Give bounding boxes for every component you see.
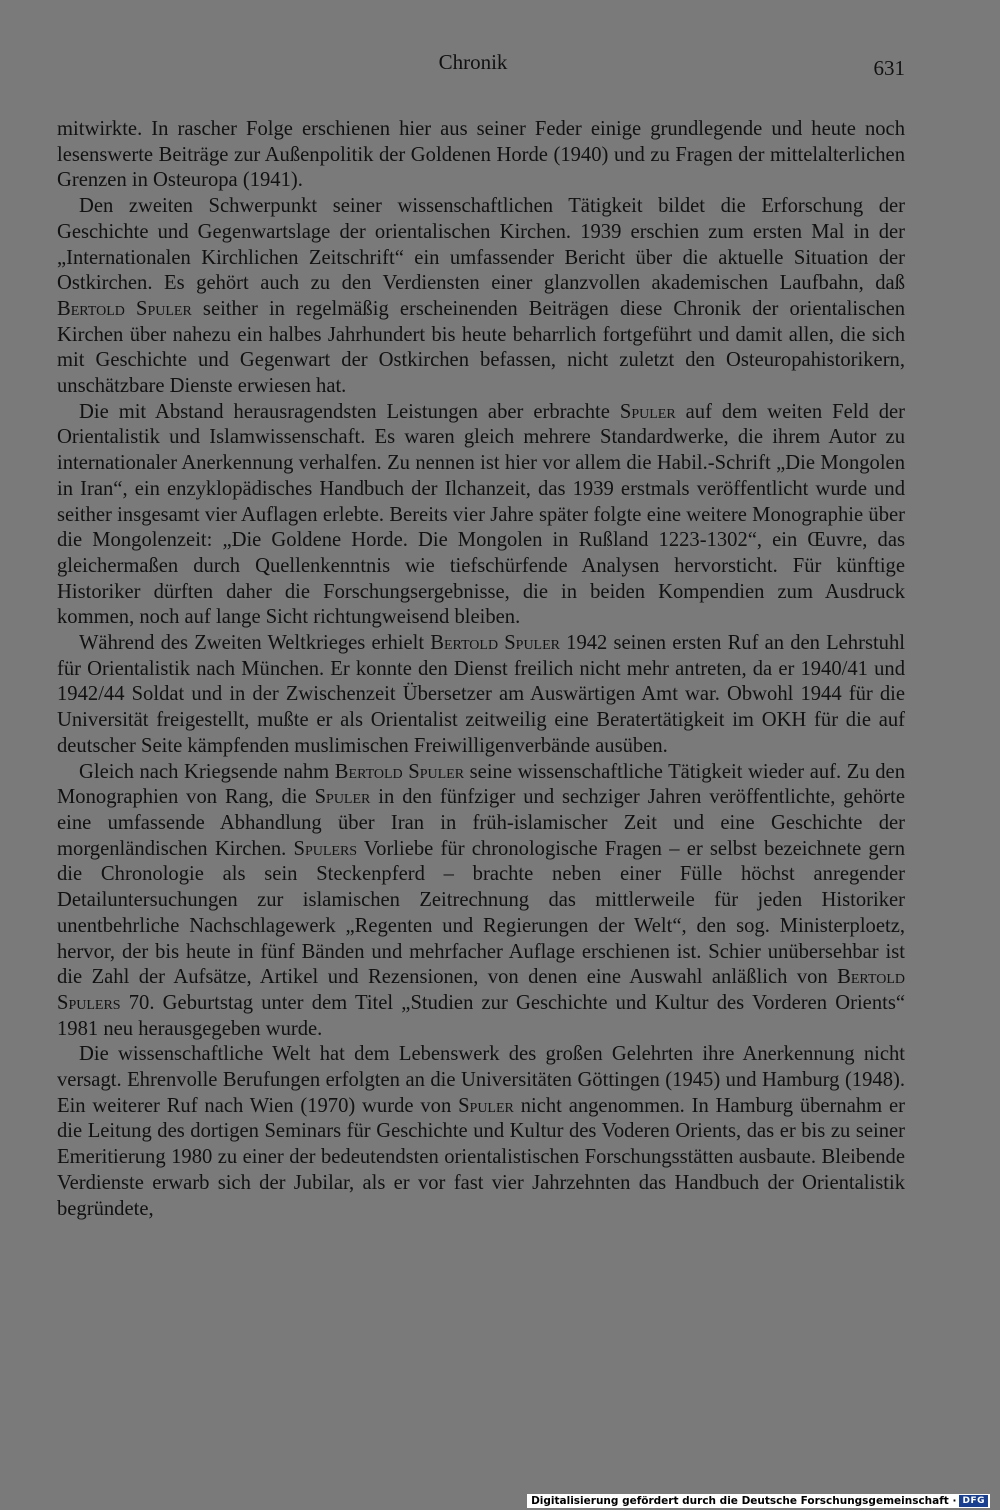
text-run: Gleich nach Kriegsende nahm	[79, 760, 335, 783]
person-name: Spuler	[619, 400, 676, 423]
text-run: 70. Geburtstag unter dem Titel „Studien zur Geschichte und Kultur des Vorderen Orients“ 1981 neu herausgegeben wurde.	[57, 991, 905, 1040]
person-name: Spuler	[458, 1094, 514, 1117]
running-title: Chronik	[438, 50, 508, 74]
text-run: 1942 seinen ersten Ruf an den Lehrstuhl für Orientalistik nach München. Er konnte den Dienst freilich nicht mehr antreten, da er 1940/41 und 1942/44 Soldat und in der Zwischenzeit Übersetzer am Auswärtigen Amt war. Obwohl 1944 für die Universität freigestellt, mußte er als Orientalist zeitweilig eine Beratertätigkeit im OKH für die auf deutscher Seite kämpfenden muslimischen Freiwilligenverbände ausüben.	[57, 632, 905, 757]
text-run: Den zweiten Schwerpunkt seiner wissenschaftlichen Tätigkeit bildet die Erforschung der Geschichte und Gegenwartslage der orientalischen Kirchen. 1939 erschien zum ersten Mal in der „Internationalen Kirchlichen Zeitschrift“ ein umfassender Bericht über die aktuelle Situation der Ostkirchen. Es gehört auch zu den Verdiensten einer glanzvollen akademischen Laufbahn, daß	[57, 195, 905, 295]
paragraph	[57, 400, 905, 631]
text-run: seither in regelmäßig erscheinenden Beiträgen diese Chronik der orientalischen Kirchen über nahezu ein halbes Jahrhundert bis heute beharrlich fortgeführt und damit allen, die sich mit Geschichte und Gegenwart der Ostkirchen befassen, nicht zuletzt den Osteuropahistorikern, unschätzbare Dienste erwiesen hat.	[57, 297, 906, 398]
person-name: Spuler	[314, 786, 371, 809]
text-run: mitwirkte. In rascher Folge erschienen hier aus seiner Feder einige grundlegende und heute noch lesenswerte Beiträge zur Außenpolitik der Goldenen Horde (1940) und zu Fragen der mittelalterlichen Grenzen in Osteuropa (1941).	[57, 118, 905, 192]
page-header	[0, 50, 1000, 80]
person-name: Bertold Spuler	[430, 632, 560, 655]
person-name: Bertold Spuler	[57, 297, 192, 320]
person-name: Bertold Spuler	[334, 760, 465, 783]
paragraph	[57, 194, 905, 400]
person-name: Bertold Spulers	[57, 966, 905, 1014]
text-run: Die mit Abstand herausragendsten Leistungen aber erbrachte	[79, 400, 620, 423]
paragraph	[57, 760, 905, 1043]
text-run: seine wissenschaftliche Tätigkeit wieder auf. Zu den Monographien von Rang, die	[57, 760, 905, 809]
text-run: auf dem weiten Feld der Orientalistik und Islamwissenschaft. Es waren gleich mehrere Standardwerke, die ihrem Autor zu internationaler Anerkennung verhalfen. Zu nennen ist hier vor allem die Habil.-Schrift „Die Mongolen in Iran“, ein enzyklopädisches Handbuch der Ilchanzeit, das 1939 erstmals veröffentlicht wurde und seither insgesamt vier Auflagen erlebte. Bereits vier Jahre später folgte eine weitere Monographie über die Mongolenzeit: „Die Goldene Horde. Die Mongolen in Rußland 1223-1302“, ein Œuvre, das gleichermaßen durch Quellenkenntnis wie tiefschürfende Analysen hervorsticht. Für künftige Historiker dürften daher die Forschungsergebnisse, die in beiden Kompendien zum Ausdruck kommen, noch auf lange Sicht richtungweisend bleiben.	[57, 400, 905, 629]
text-run: Die wissenschaftliche Welt hat dem Lebenswerk des großen Gelehrten ihre Anerkennung nicht versagt. Ehrenvolle Berufungen erfolgten an die Universitäten Göttingen (1945) und Hamburg (1948). Ein weiterer Ruf nach Wien (1970) wurde von	[57, 1043, 905, 1117]
dfg-logo: DFG	[959, 1495, 988, 1507]
person-name: Spulers	[293, 837, 358, 860]
text-run: nicht angenommen. In Hamburg übernahm er die Leitung des dortigen Seminars für Geschichte und Kultur des Voderen Orients, das er bis zu seiner Emeritierung 1980 zu einer der bedeutendsten orientalistischen Forschungsstätten ausbaute. Bleibende Verdienste erwarb sich der Jubilar, als er vor fast vier Jahrzehnten das Handbuch der Orientalistik begründete,	[57, 1094, 905, 1220]
credit-text: Digitalisierung gefördert durch die Deutsche Forschungsgemeinschaft ·	[531, 1495, 957, 1507]
paragraph	[57, 117, 905, 194]
text-run: Während des Zweiten Weltkrieges erhielt	[79, 632, 431, 655]
paragraph	[57, 1042, 905, 1222]
page-number: 631	[873, 56, 905, 80]
text-run: in den fünfziger und sechziger Jahren veröffentlichte, gehörte eine umfassende Abhandlung über Iran in früh-islamischer Zeit und eine Geschichte der morgenländischen Kirchen.	[57, 786, 906, 860]
paragraph	[57, 631, 905, 760]
text-run: Vorliebe für chronologische Fragen – er selbst bezeichnete gern die Chronologie als sein Steckenpferd – brachte neben einer Fülle höchst anregender Detailuntersuchungen zur islamischen Zeitrechnung das mittlerweile für jeden Historiker unentbehrliche Nachschlagewerk „Regenten und Regierungen der Welt“, den sog. Ministerploetz, hervor, der bis heute in fünf Bänden und mehrfacher Auflage erschienen ist. Schier unübersehbar ist die Zahl der Aufsätze, Artikel und Rezensionen, von denen eine Auswahl anläßlich von	[57, 837, 906, 989]
body-text	[57, 117, 905, 1222]
digitization-credit	[527, 1494, 990, 1508]
